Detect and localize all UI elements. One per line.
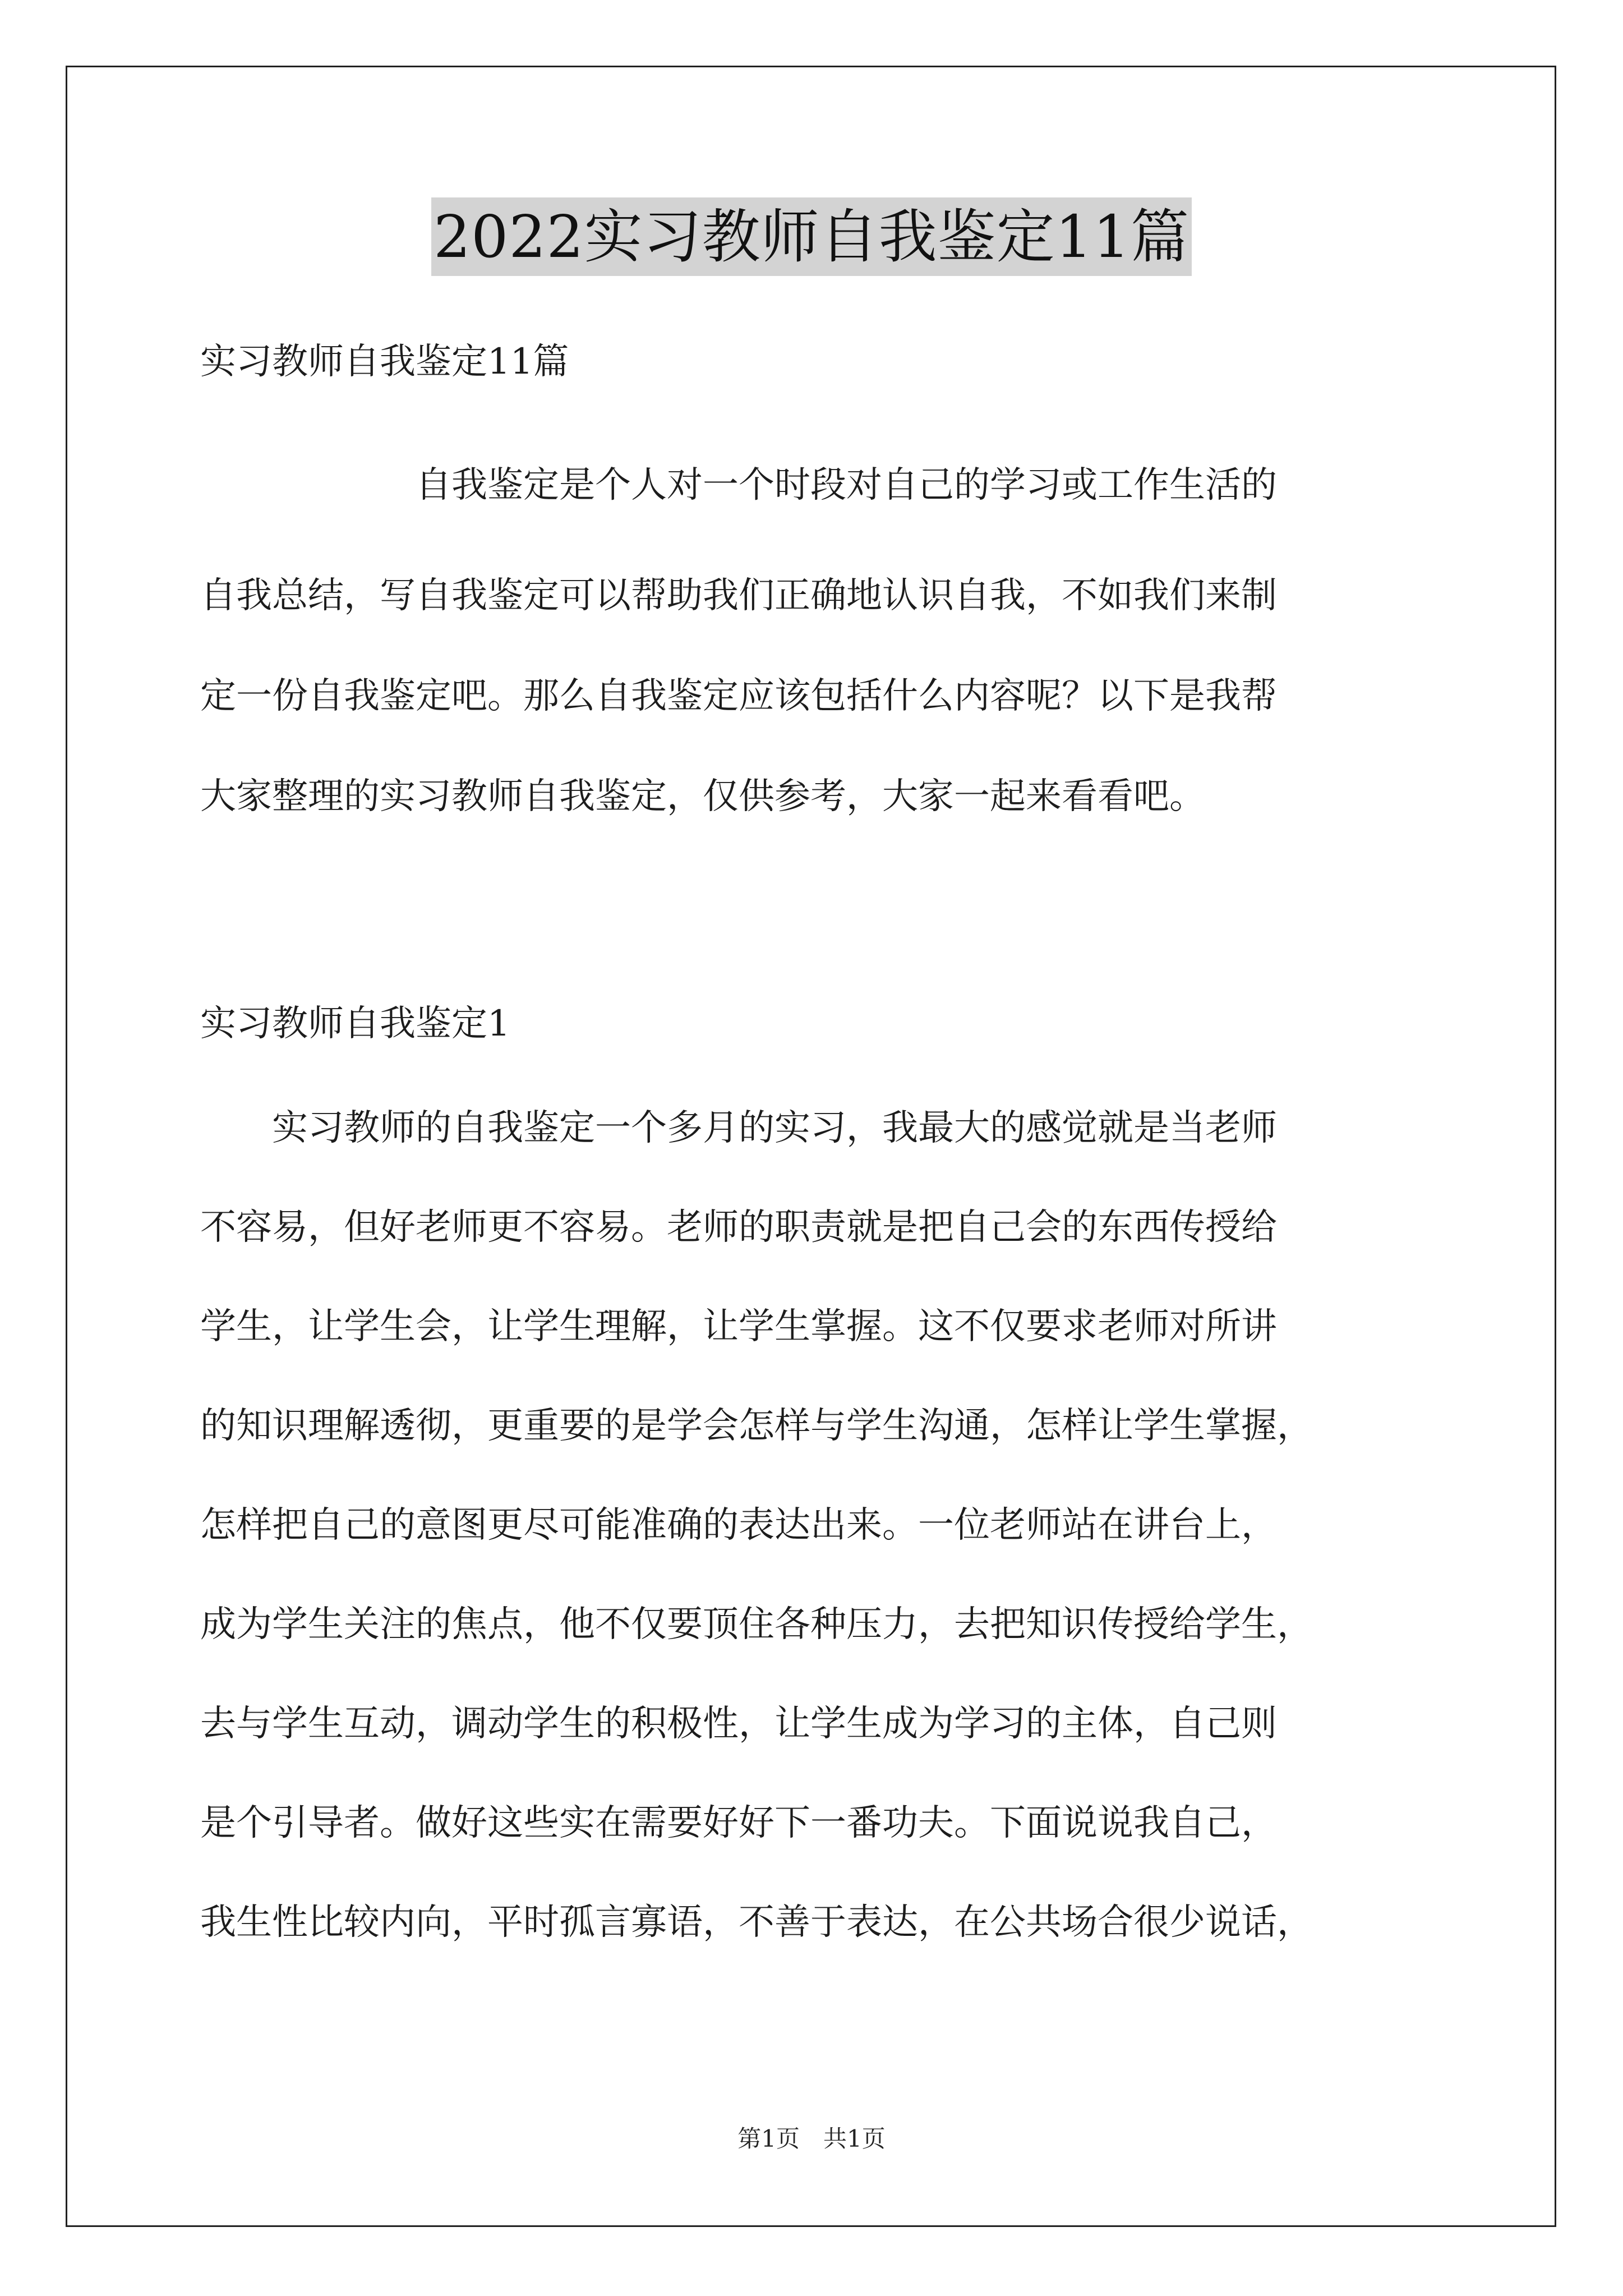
paragraph-line: 的知识理解透彻，更重要的是学会怎样与学生沟通，怎样让学生掌握， [200, 1405, 1313, 1447]
title-container [0, 197, 1623, 276]
document-title: 2022实习教师自我鉴定11篇 [431, 197, 1192, 276]
paragraph-line: 大家整理的实习教师自我鉴定，仅供参考，大家一起来看看吧。 [200, 776, 1205, 817]
paragraph-line: 自我鉴定是个人对一个时段对自己的学习或工作生活的 [200, 464, 1277, 506]
paragraph-line: 怎样把自己的意图更尽可能准确的表达出来。一位老师站在讲台上， [200, 1504, 1277, 1546]
paragraph-line: 定一份自我鉴定吧。那么自我鉴定应该包括什么内容呢？以下是我帮 [200, 675, 1277, 717]
paragraph-line: 学生，让学生会，让学生理解，让学生掌握。这不仅要求老师对所讲 [200, 1306, 1277, 1347]
section-heading: 实习教师自我鉴定1 [200, 1003, 510, 1045]
subtitle-line: 实习教师自我鉴定11篇 [200, 341, 569, 383]
paragraph-line: 是个引导者。做好这些实在需要好好下一番功夫。下面说说我自己， [200, 1802, 1277, 1844]
paragraph-line: 自我总结，写自我鉴定可以帮助我们正确地认识自我，不如我们来制 [200, 575, 1277, 616]
paragraph-line: 实习教师的自我鉴定一个多月的实习，我最大的感觉就是当老师 [200, 1107, 1277, 1149]
paragraph-line: 成为学生关注的焦点，他不仅要顶住各种压力，去把知识传授给学生， [200, 1604, 1313, 1645]
page-number-footer: 第1页 共1页 [737, 2125, 886, 2152]
paragraph-line: 我生性比较内向，平时孤言寡语，不善于表达，在公共场合很少说话， [200, 1902, 1313, 1943]
paragraph-line: 不容易，但好老师更不容易。老师的职责就是把自己会的东西传授给 [200, 1207, 1277, 1248]
paragraph-line: 去与学生互动，调动学生的积极性，让学生成为学习的主体，自己则 [200, 1703, 1277, 1745]
